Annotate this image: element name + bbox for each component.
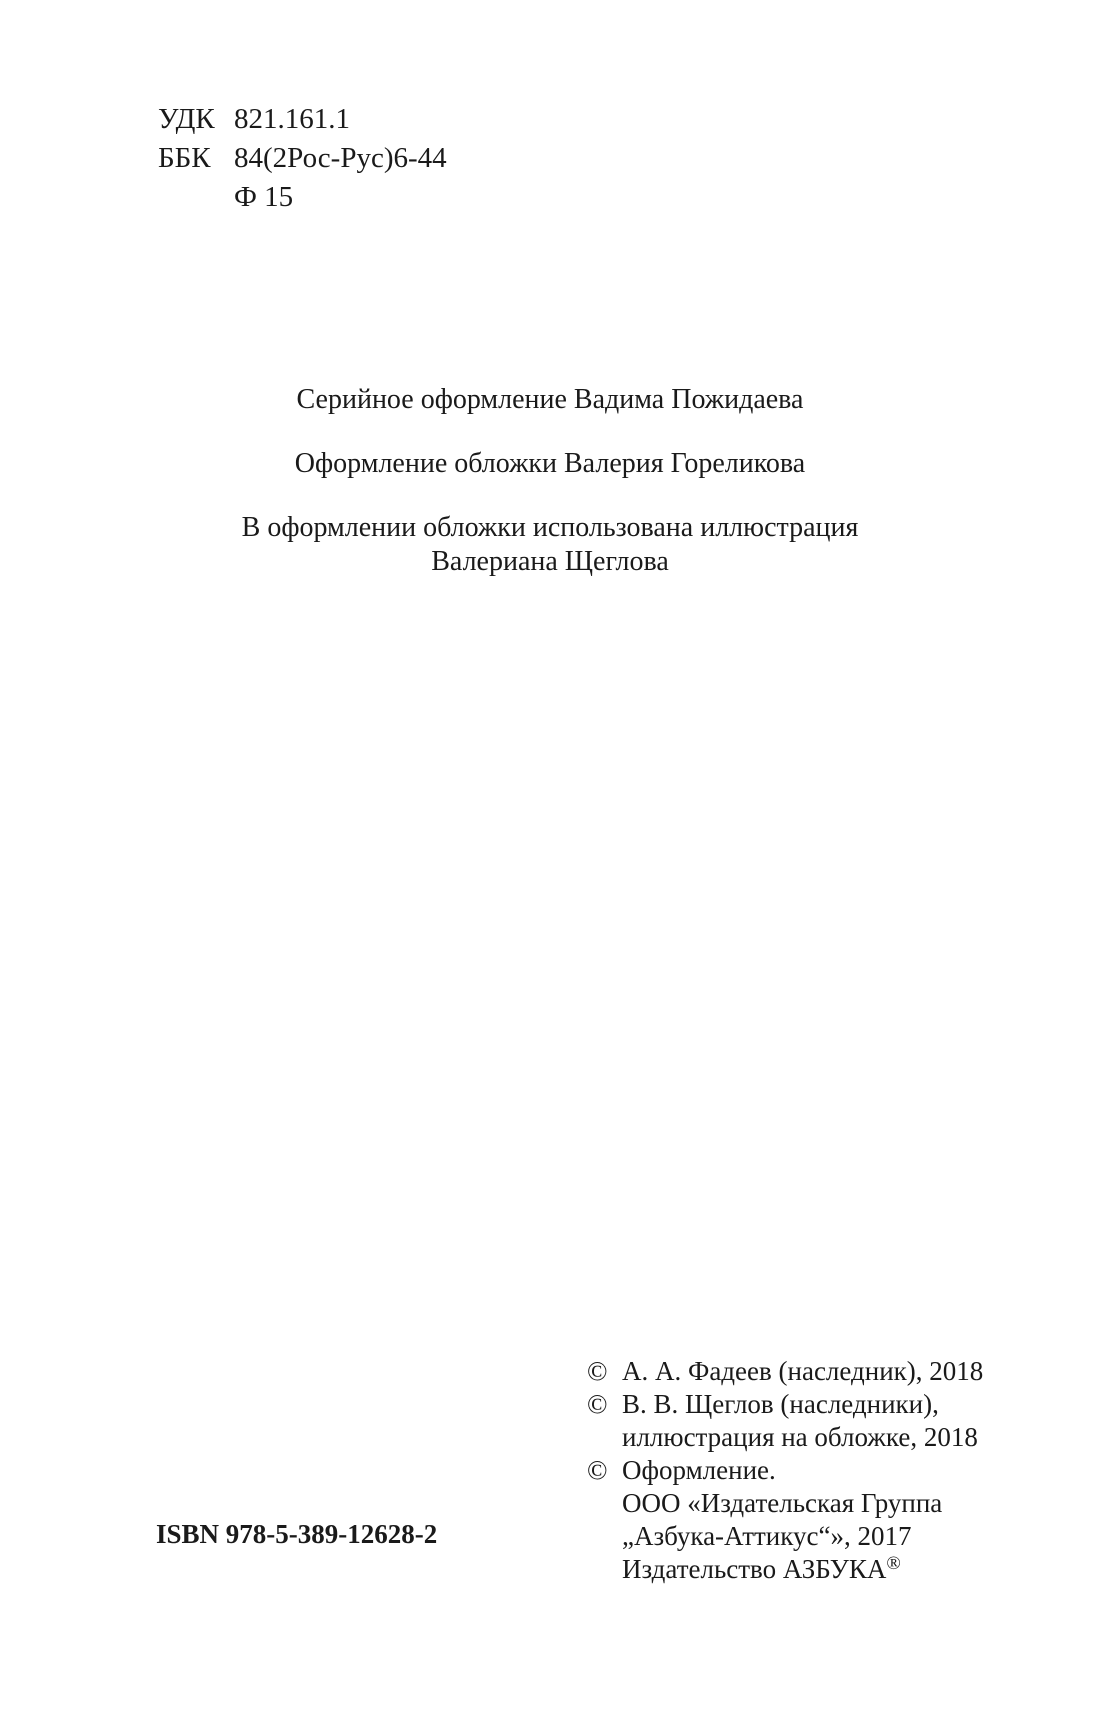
copyright-line: иллюстрация на обложке, 2018: [622, 1422, 978, 1452]
udk-row: [158, 100, 447, 139]
copyright-entry-design: [587, 1454, 983, 1586]
copyright-line-publisher: [622, 1553, 942, 1586]
illustration-credit-line2: Валериана Щеглова: [431, 546, 669, 577]
classification-block: [158, 100, 447, 217]
bbk-value: 84(2Рос-Рус)6-44: [234, 142, 447, 174]
udk-value: 821.161.1: [234, 103, 350, 135]
author-mark: Ф 15: [234, 181, 294, 213]
copyright-symbol: ©: [587, 1356, 608, 1386]
bbk-label: ББК: [158, 142, 211, 174]
copyright-line: ООО «Издательская Группа: [622, 1488, 943, 1518]
copyright-line: Оформление.: [622, 1455, 776, 1485]
copyright-block: [587, 1355, 983, 1586]
bbk-row: [158, 139, 447, 178]
registered-mark: ®: [886, 1553, 901, 1574]
copyright-line: В. В. Щеглов (наследники),: [622, 1389, 939, 1419]
author-mark-row: [158, 178, 447, 217]
illustration-credit: [0, 511, 1100, 579]
udk-label: УДК: [158, 103, 215, 135]
copyright-line: „Азбука-Аттикус“», 2017: [622, 1521, 912, 1551]
copyright-line: А. А. Фадеев (наследник), 2018: [622, 1356, 984, 1386]
isbn: ISBN 978-5-389-12628-2: [156, 1519, 438, 1549]
illustration-credit-line1: В оформлении обложки использована иллюстрация: [241, 512, 859, 543]
cover-design-credit: Оформление обложки Валерия Гореликова: [294, 448, 806, 479]
copyright-symbol: ©: [587, 1455, 608, 1485]
design-credits: [0, 383, 1100, 609]
copyright-entry-author: [587, 1355, 983, 1388]
copyright-entry-illustration: [587, 1388, 983, 1454]
series-design-credit: Серийное оформление Вадима Пожидаева: [296, 384, 804, 415]
publisher-name: Издательство АЗБУКА: [622, 1554, 887, 1584]
copyright-symbol: ©: [587, 1389, 608, 1419]
